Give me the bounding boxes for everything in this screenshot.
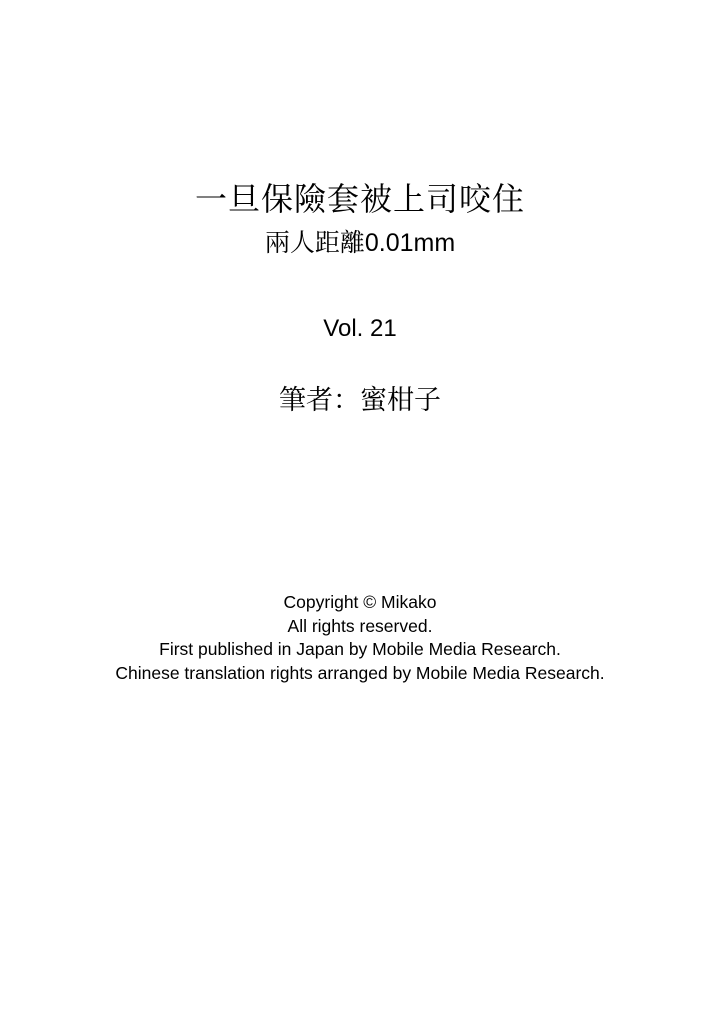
- copyright-line-holder: Copyright © Mikako: [283, 592, 437, 612]
- copyright-block: [0, 591, 720, 685]
- copyright-line-translation: Chinese translation rights arranged by Mobile Media Research.: [115, 662, 605, 683]
- author-credit: 筆者：蜜柑子: [279, 385, 441, 415]
- copyright-line-publisher: First published in Japan by Mobile Media Research.: [159, 639, 561, 659]
- series-title: 一旦保險套被上司咬住: [194, 181, 525, 217]
- series-subtitle: 兩人距離0.01mm: [264, 229, 456, 257]
- volume-number: Vol. 21: [323, 315, 397, 342]
- copyright-line-rights: All rights reserved.: [287, 615, 433, 636]
